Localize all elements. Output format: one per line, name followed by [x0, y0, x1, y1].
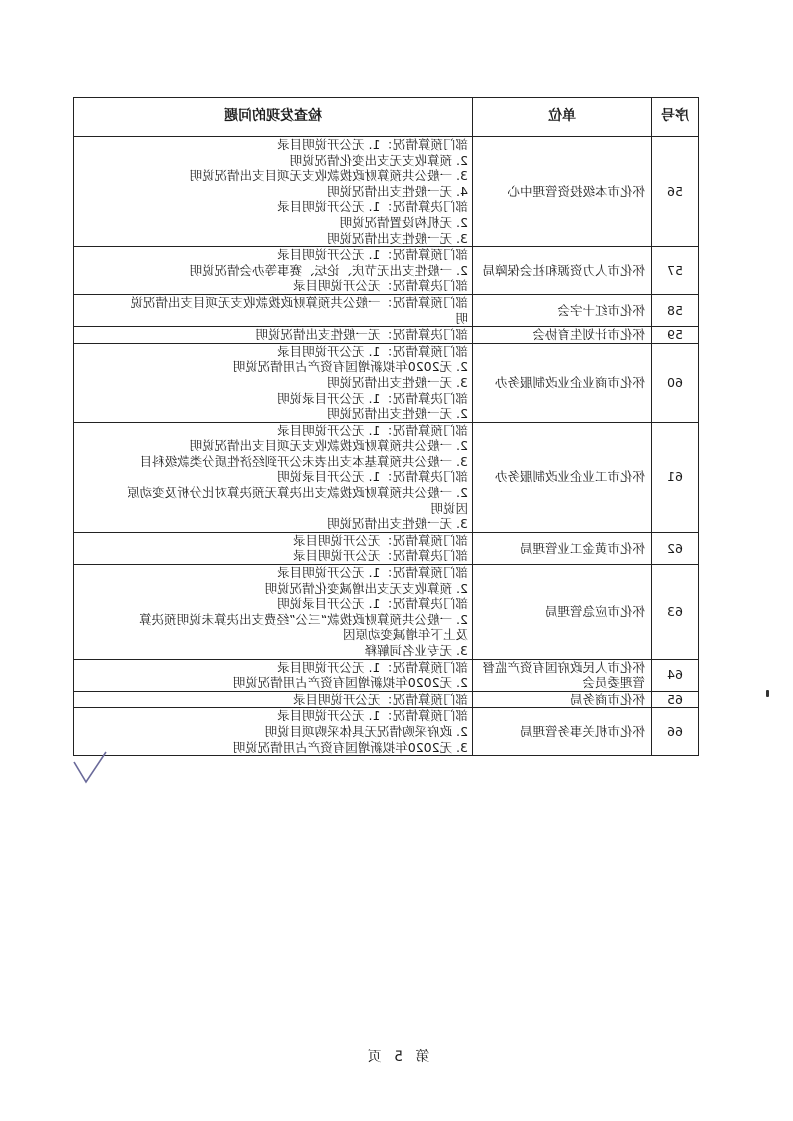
issue-line: 2. 一般公共预算财政拨款收支无项目支出情况说明: [189, 438, 468, 454]
table-header-row: [74, 98, 699, 137]
row-issues: [74, 659, 473, 691]
table-row: [74, 327, 699, 344]
issue-line: 明: [455, 310, 468, 326]
issue-line: 2. 无一般性支出情况说明: [327, 406, 468, 422]
issue-line: 部门决算情况：无公开说明目录: [292, 278, 468, 294]
issue-line: 3. 无专业名词解释: [364, 643, 468, 658]
issue-line: 因说明: [430, 500, 468, 516]
row-serial-number: 65: [652, 691, 699, 708]
issue-line: 2. 预算收支无支出增减变化情况说明: [264, 580, 468, 596]
issue-line: 部门预算情况：1. 无公开说明目录: [277, 343, 468, 359]
issue-line: 部门预算情况：无公开说明目录: [292, 691, 468, 707]
row-unit-name: 怀化市黄金工业管理局: [473, 532, 652, 564]
header-serial-number: 序号: [652, 98, 699, 137]
row-issues: [74, 708, 473, 756]
issue-line: 2. 无机构设置情况说明: [339, 214, 468, 230]
row-issues: [74, 343, 473, 422]
row-issues: [74, 532, 473, 564]
issue-line: 部门决算情况：无一般性支出情况说明: [255, 327, 468, 343]
table-row: [74, 691, 699, 708]
row-serial-number: 58: [652, 294, 699, 326]
issue-line: 部门预算情况：无公开说明目录: [292, 532, 468, 548]
row-unit-name: 怀化市应急管理局: [473, 565, 652, 660]
page-number: 第 5 页: [363, 1049, 430, 1065]
row-serial-number: 66: [652, 708, 699, 756]
issue-line: 2. 无2020年拟新增国有资产占用情况说明: [232, 359, 468, 375]
issue-line: 3. 无2020年拟新增国有资产占用情况说明: [232, 739, 468, 755]
row-serial-number: 62: [652, 532, 699, 564]
issue-line: 2. 一般公共预算财政拨款“三公”经费支出决算未说明预决算: [139, 611, 468, 627]
issue-line: 部门预算情况：1. 无公开说明目录: [277, 247, 468, 263]
row-unit-name: 怀化市人民政府国有资产监督管理委员会: [473, 659, 652, 691]
issue-line: 3. 无一般性支出情况说明: [327, 374, 468, 390]
row-unit-name: 怀化市机关事务管理局: [473, 708, 652, 756]
issue-line: 部门预算情况：一般公共预算财政拨款收支无项目支出情况说: [130, 294, 468, 310]
row-serial-number: 56: [652, 137, 699, 247]
table-body: [74, 137, 699, 756]
row-issues: [74, 137, 473, 247]
table-row: [74, 294, 699, 326]
issue-line: 3. 一般公共预算财政拨款收支无项目支出情况说明: [189, 168, 468, 184]
header-issues: 检查发现的问题: [74, 98, 473, 137]
issue-line: 部门决算情况：无公开说明目录: [292, 548, 468, 564]
issue-line: 2. 无2020年拟新增国有资产占用情况说明: [232, 675, 468, 691]
issue-line: 2. 政府采购情况无具体采购项目说明: [264, 723, 468, 739]
table-row: [74, 247, 699, 295]
row-issues: [74, 691, 473, 708]
issue-line: 部门预算情况：1. 无公开说明目录: [277, 708, 468, 724]
issue-line: 部门决算情况：1. 无公开目录说明: [277, 469, 468, 485]
scan-speck: [766, 690, 769, 697]
table-row: [74, 532, 699, 564]
row-serial-number: 60: [652, 343, 699, 422]
row-issues: [74, 327, 473, 344]
issue-line: 部门决算情况：1. 无公开目录说明: [277, 390, 468, 406]
table-row: [74, 565, 699, 660]
row-issues: [74, 247, 473, 295]
row-serial-number: 61: [652, 422, 699, 532]
row-issues: [74, 565, 473, 660]
table-row: [74, 422, 699, 532]
row-serial-number: 57: [652, 247, 699, 295]
row-unit-name: 怀化市商业企业改制服务办: [473, 343, 652, 422]
table-row: [74, 343, 699, 422]
row-unit-name: 怀化市本级投资管理中心: [473, 137, 652, 247]
row-unit-name: 怀化市工业企业改制服务办: [473, 422, 652, 532]
row-issues: [74, 422, 473, 532]
issue-line: 4. 无一般性支出情况说明: [327, 183, 468, 199]
row-serial-number: 63: [652, 565, 699, 660]
issue-line: 部门预算情况：1. 无公开说明目录: [277, 137, 468, 152]
checkmark-annotation: [70, 748, 110, 788]
issue-line: 部门决算情况：1. 无公开说明目录: [277, 199, 468, 215]
inspection-table: [73, 97, 699, 756]
issue-line: 2. 预算收支无支出变化情况说明: [289, 152, 468, 168]
issue-line: 2. 一般公共预算财政拨款支出决算无预决算对比分析及变动原: [127, 485, 468, 501]
row-serial-number: 64: [652, 659, 699, 691]
row-unit-name: 怀化市商务局: [473, 691, 652, 708]
issue-line: 2. 一般性支出无节庆、论坛、赛事等办会情况说明: [189, 262, 468, 278]
row-unit-name: 怀化市红十字会: [473, 294, 652, 326]
row-issues: [74, 294, 473, 326]
issue-line: 部门预算情况：1. 无公开说明目录: [277, 422, 468, 438]
header-unit: 单位: [473, 98, 652, 137]
row-unit-name: 怀化市计划生育协会: [473, 327, 652, 344]
issue-line: 部门决算情况：1. 无公开目录说明: [277, 596, 468, 612]
row-unit-name: 怀化市人力资源和社会保障局: [473, 247, 652, 295]
issue-line: 3. 无一般性支出情况说明: [327, 230, 468, 246]
row-serial-number: 59: [652, 327, 699, 344]
table-row: [74, 137, 699, 247]
table-row: [74, 708, 699, 756]
issue-line: 3. 一般公共预算基本支出表未公开到经济性质分类款级科目: [139, 453, 468, 469]
issue-line: 3. 无一般性支出情况说明: [327, 516, 468, 532]
issue-line: 部门预算情况：1. 无公开说明目录: [277, 565, 468, 581]
issue-line: 及上下年增减变动原因: [342, 627, 468, 643]
table-row: [74, 659, 699, 691]
issue-line: 部门预算情况：1. 无公开说明目录: [277, 659, 468, 675]
